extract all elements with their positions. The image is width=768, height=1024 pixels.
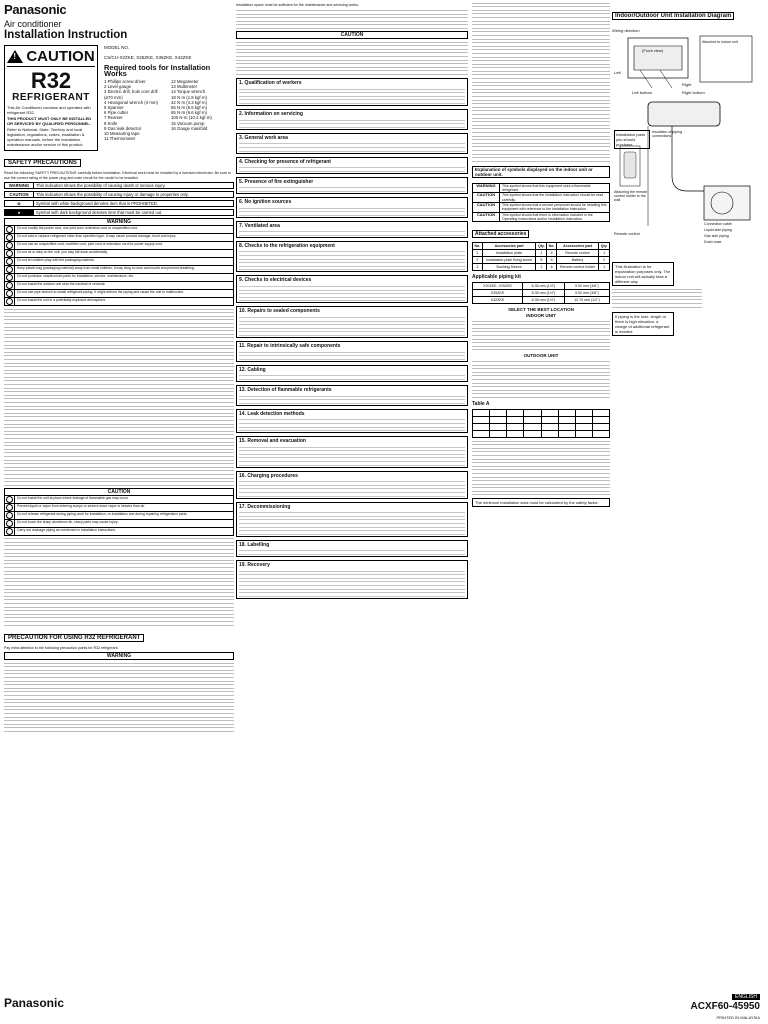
prohibited-icon bbox=[6, 512, 13, 519]
section-title: 8. Checks to the refrigeration equipment bbox=[239, 242, 335, 249]
warning-body-lines bbox=[4, 309, 234, 486]
electrical-check-box bbox=[236, 275, 468, 303]
decommissioning-box bbox=[236, 502, 468, 537]
detection-box bbox=[236, 385, 468, 406]
accessories-table bbox=[472, 242, 610, 271]
outdoor-unit-lines bbox=[472, 361, 610, 398]
printed-in: PRINTED IN MALAYSIA bbox=[716, 1015, 760, 1020]
warning-row: Do not sit or step on the unit, you may fall down accidentally. bbox=[4, 250, 234, 258]
refrigerant-label: REFRIGERANT bbox=[12, 92, 90, 103]
section-title: 3. General work area bbox=[239, 134, 288, 141]
leak-detection-box bbox=[236, 409, 468, 433]
caution-body-lines bbox=[4, 538, 234, 625]
model-row bbox=[104, 45, 234, 51]
tool-item: 100 N·m (10.2 kgf·m) bbox=[171, 115, 212, 121]
r32-precaution-sub: Pay extra attention to the following precaution points for R32 refrigerant. bbox=[4, 645, 119, 650]
section-title: 6. No ignition sources bbox=[239, 198, 292, 205]
caution-note-3: Refer to National, State, Territory and local legislation, regulations, codes, installation & operation manuals, before the installation, maintenance and/or service of this product. bbox=[7, 127, 85, 147]
tool-item: 9 Gas leak detector bbox=[104, 125, 142, 131]
prohibited-icon bbox=[6, 298, 13, 305]
section-title: 14. Leak detection methods bbox=[239, 410, 305, 417]
fire-extinguisher-box bbox=[236, 177, 468, 194]
accessories-title: Attached accessories bbox=[472, 230, 529, 238]
footer-brand: Panasonic bbox=[4, 996, 65, 1010]
warning-triangle-icon bbox=[7, 50, 23, 63]
column-4 bbox=[612, 0, 764, 1024]
prohibited-icon bbox=[6, 504, 13, 511]
section-title: 9. Checks to electrical devices bbox=[239, 277, 312, 284]
prohibited-icon bbox=[6, 250, 13, 257]
sym2-text: Symbol with dark background denotes item that must be carried out. bbox=[36, 210, 163, 215]
product-name: Air conditioner bbox=[4, 19, 62, 29]
caution-text: This indication shows the possibility of causing injury or damage to properties only. bbox=[36, 192, 189, 197]
warning-text: This indication shows the possibility of causing death or serious injury. bbox=[36, 183, 166, 188]
insulation-label: Insulation of piping connections bbox=[652, 130, 682, 138]
col2-top-lines bbox=[236, 10, 468, 29]
tool-item: 7 Reamer bbox=[104, 115, 123, 121]
intrinsically-safe-box bbox=[236, 341, 468, 362]
tools-list bbox=[104, 79, 234, 141]
section-title: 16. Charging procedures bbox=[239, 472, 298, 479]
warning-row: Do not modify the power cord, use joint cord, extension cord or unspecified cord. bbox=[4, 226, 234, 234]
section-title: 19. Recovery bbox=[239, 561, 270, 568]
section-title: 4. Checking for presence of refrigerant bbox=[239, 158, 331, 165]
tool-item: 18 N·m (1.8 kgf·m) bbox=[171, 94, 208, 100]
table-a-row bbox=[473, 416, 610, 423]
document-code: ACXF60-45950 bbox=[690, 1001, 760, 1012]
tool-item: 42 N·m (4.3 kgf·m) bbox=[171, 99, 208, 105]
piping-row: X20ZKE, X25ZKE 6.35 mm (1/4") 9.52 mm (3/8") bbox=[473, 283, 610, 290]
servicing-box bbox=[236, 109, 468, 130]
wiring-direction-label: Wiring direction bbox=[612, 28, 640, 33]
attached-note: Attached to indoor unit bbox=[702, 40, 738, 44]
tool-item: 3 Electric drill, hole core drill (ø70 mm) bbox=[104, 89, 158, 100]
column-1 bbox=[4, 0, 234, 1024]
section-title: 7. Ventilated area bbox=[239, 222, 280, 229]
prohibited-icon bbox=[6, 258, 13, 265]
warning-row: Do not let children play with the packaging material. bbox=[4, 258, 234, 266]
right-label: Right bbox=[682, 82, 692, 87]
remote-control-label: Remote control bbox=[614, 232, 640, 236]
purchase-parts-label: Installation parts you should purchase bbox=[614, 130, 650, 149]
table-a-row bbox=[473, 409, 610, 416]
section-title: 18. Labelling bbox=[239, 541, 270, 548]
warning-row: Keep plastic bag (packaging material) away from small children, it may cling to nose and mouth and prevent breathing. bbox=[4, 266, 234, 274]
col2-caution-lines bbox=[236, 42, 468, 75]
section-title: 10. Repairs to sealed components bbox=[239, 308, 320, 315]
header-row bbox=[4, 45, 234, 151]
table-a-row bbox=[473, 423, 610, 430]
charging-box bbox=[236, 471, 468, 499]
sealed-components-box bbox=[236, 306, 468, 338]
caution-row: Carry out drainage piping as mentioned in installation instructions. bbox=[4, 528, 234, 536]
tools-title: Required tools for Installation Works bbox=[104, 63, 211, 78]
caution-row: Prevent liquid or vapor from entering sumps or sewers since vapor is heavier than air. bbox=[4, 504, 234, 512]
refrigerant-check-box bbox=[236, 157, 468, 174]
warning-row: Do not use an unspecified cord, modified cord, joint cord or extension cord for power supply cord. bbox=[4, 242, 234, 250]
symbol-row: CAUTION This symbol shows that the Installation Instruction should be read carefully. bbox=[473, 193, 609, 203]
ignition-box bbox=[236, 197, 468, 218]
tool-item: 2 Level gauge bbox=[104, 84, 131, 90]
indoor-unit bbox=[648, 102, 720, 126]
table-a bbox=[472, 409, 610, 438]
tool-item: 11 Thermometer bbox=[104, 136, 136, 142]
prohibited-icon: ⊘ bbox=[5, 201, 34, 206]
tool-item: 14 Torque wrench bbox=[171, 89, 206, 95]
caution-note-2: THIS PRODUCT MUST ONLY BE INSTALLED OR SERVICED BY QUALIFIED PERSONNEL. bbox=[7, 116, 92, 126]
tool-item: 13 Multimeter bbox=[171, 84, 198, 90]
indoor-unit-title: INDOOR UNIT bbox=[526, 313, 556, 319]
prohibited-icon bbox=[6, 274, 13, 281]
table-a-row bbox=[473, 430, 610, 437]
r32-warning-head: WARNING bbox=[4, 652, 234, 660]
prohibited-icon bbox=[6, 234, 13, 241]
recovery-box bbox=[236, 560, 468, 599]
caution-row: Do not install the unit at place where leakage of flammable gas may occur. bbox=[4, 496, 234, 504]
prohibited-icon bbox=[6, 266, 13, 273]
prohibited-icon bbox=[6, 242, 13, 249]
accessories-row: 1 Installation plate 1 4 Remote control 1 bbox=[473, 250, 610, 257]
piping-kit-table bbox=[472, 282, 610, 304]
tool-item: 55 N·m (5.6 kgf·m) bbox=[171, 105, 208, 111]
warning-label: WARNING bbox=[5, 183, 34, 188]
evacuation-box bbox=[236, 436, 468, 468]
refrigeration-check-box bbox=[236, 241, 468, 273]
section-title: 2. Information on servicing bbox=[239, 110, 303, 117]
warning-row: Do not add or replace refrigerant other than specified type. It may cause product damage, burst and injury. bbox=[4, 234, 234, 242]
table-a-notes bbox=[472, 441, 610, 496]
model-numbers: CS/CU-X2ZKE, X25ZKE, X35ZKE, X42ZKE bbox=[104, 55, 192, 60]
mandatory-icon: ● bbox=[5, 210, 34, 215]
prohibited-icon bbox=[6, 528, 13, 535]
work-area-box bbox=[236, 133, 468, 154]
tool-item: 5 Spanner bbox=[104, 105, 124, 111]
piping-note: If piping is the max. length or there is high elevation, a charge of additional refrigerant is needed. bbox=[612, 312, 674, 336]
formula-note: The minimum installation area must be calculated by the safety factor. bbox=[472, 498, 610, 507]
installation-diagram bbox=[612, 26, 764, 256]
left-label: Left bbox=[614, 70, 621, 75]
table-a-title: Table A bbox=[472, 400, 490, 407]
caution-row: Do not touch the sharp aluminium fin, sharp parts may cause injury. bbox=[4, 520, 234, 528]
symbol-mandatory bbox=[4, 209, 234, 216]
symbol-row: CAUTION This symbol shows that a service personnel should be handling this equipment with reference to the Installation Instruction. bbox=[473, 203, 609, 213]
accessories-header-row: No. Accessories part Qty. No. Accessories part Qty. bbox=[473, 243, 610, 250]
piping-row: X42ZKE 6.35 mm (1/4") 12.70 mm (1/2") bbox=[473, 297, 610, 304]
column-3 bbox=[472, 0, 610, 1024]
warning-definition bbox=[4, 182, 234, 189]
col3-top-lines bbox=[472, 3, 610, 162]
connection-cable-label: Connection cable bbox=[704, 222, 732, 226]
tools-right bbox=[171, 79, 234, 141]
tools-left bbox=[104, 79, 167, 141]
remote-holder-label: Attaching the remote control holder to the wall bbox=[614, 190, 648, 202]
diagram-notes bbox=[612, 289, 702, 308]
caution-label: CAUTION bbox=[26, 48, 95, 65]
caution-banner bbox=[7, 48, 95, 67]
warning-row: Do not purchase unauthorized parts for installation, service, maintenance, etc. bbox=[4, 274, 234, 282]
diagram-title: Indoor/Outdoor Unit Installation Diagram bbox=[612, 12, 734, 20]
r32-body-lines bbox=[4, 663, 234, 732]
front-view-label: (Front view) bbox=[642, 48, 664, 53]
pipe-lines bbox=[640, 70, 672, 88]
tool-item: 65 N·m (6.6 kgf·m) bbox=[171, 110, 208, 116]
warning-row: Do not install the outdoor unit near the handrail of veranda. bbox=[4, 282, 234, 290]
safety-intro: Read the following 'SAFETY PRECAUTIONS' carefully before installation. Electrical work must be installed by a licensed electrician. Be sure to use the correct rating of the power plug and main circuit for the model to be installed. bbox=[4, 171, 232, 180]
ventilated-box bbox=[236, 221, 468, 238]
section-title: 12. Cabling bbox=[239, 366, 266, 373]
space-note: Installation space must be sufficient for the maintenance and servicing works. bbox=[236, 3, 359, 7]
gas-side-label: Gas side piping bbox=[704, 234, 729, 238]
section-title: 13. Detection of flammable refrigerants bbox=[239, 386, 332, 393]
model-area bbox=[104, 45, 234, 151]
piping-kit-title: Applicable piping kit bbox=[472, 274, 521, 281]
symbol-row: WARNING This symbol shows that this equipment uses a flammable refrigerant. bbox=[473, 184, 609, 194]
tool-item: 1 Phillips screw driver bbox=[104, 79, 146, 84]
r32-precaution-title: PRECAUTION FOR USING R32 REFRIGERANT bbox=[4, 634, 144, 642]
prohibited-icon bbox=[6, 226, 13, 233]
symbol-row: CAUTION This symbol shows that there is information included in the Operating Instructions and/or Installation Instruction. bbox=[473, 213, 609, 222]
indoor-unit-lines bbox=[472, 321, 610, 351]
qualification-box bbox=[236, 78, 468, 106]
r32-label: R32 bbox=[30, 68, 72, 93]
warning-section-head: WARNING bbox=[4, 218, 234, 226]
prohibited-icon bbox=[6, 290, 13, 297]
warning-row: Do not use pipe wrench to install refrigerant piping. It might deform the piping and cause the unit to malfunction. bbox=[4, 290, 234, 298]
safety-title: SAFETY PRECAUTIONS bbox=[4, 159, 81, 167]
caution-row: Do not release refrigerant during piping work for installation, re-installation and during repairing refrigeration parts. bbox=[4, 512, 234, 520]
drain-hose-label: Drain hose bbox=[704, 240, 722, 244]
prohibited-icon bbox=[6, 520, 13, 527]
symbols-explanation-title: Explanation of symbols displayed on the indoor unit or outdoor unit. bbox=[472, 166, 610, 178]
tool-item: 4 Hexagonal wrench (4 mm) bbox=[104, 99, 158, 105]
piping-row: X35ZKE 6.35 mm (1/4") 9.52 mm (3/8") bbox=[473, 290, 610, 297]
tool-item: 16 Gauge manifold bbox=[171, 125, 208, 131]
language-badge: ENGLISH bbox=[732, 994, 760, 1000]
col2-caution-head: CAUTION bbox=[236, 31, 468, 39]
tool-item: 15 Vacuum pump bbox=[171, 120, 205, 126]
column-2 bbox=[236, 0, 468, 1024]
prohibited-icon bbox=[6, 282, 13, 289]
tool-item: 6 Pipe cutter bbox=[104, 110, 129, 116]
caution-section-head: CAUTION bbox=[4, 488, 234, 496]
symbols-table bbox=[472, 183, 610, 222]
left-bottom-label: Left bottom bbox=[632, 90, 653, 95]
section-title: 11. Repair to intrinsically safe components bbox=[239, 342, 341, 349]
cabling-box bbox=[236, 365, 468, 382]
section-title: 15. Removal and evacuation bbox=[239, 438, 306, 445]
section-title: 5. Presence of fire extinguisher bbox=[239, 178, 314, 185]
accessories-row: 2 Installation plate fixing screw 5 5 Battery 2 bbox=[473, 257, 610, 264]
tool-item: 8 Knife bbox=[104, 120, 118, 126]
outdoor-unit-title: OUTDOOR UNIT bbox=[523, 353, 559, 359]
warning-row: Do not install the unit in a potentially explosive atmosphere. bbox=[4, 298, 234, 306]
liquid-side-label: Liquid side piping bbox=[704, 228, 732, 232]
tool-item: 12 Megameter bbox=[171, 79, 199, 84]
section-title: 17. Decommissioning bbox=[239, 503, 291, 510]
accessories-row: 3 Bushing-Sleeve 1 6 Remote control holder 1 bbox=[473, 264, 610, 271]
caution-box bbox=[4, 45, 98, 151]
section-title: 1. Qualification of workers bbox=[239, 80, 302, 86]
caution-definition bbox=[4, 191, 234, 198]
tool-item: 10 Measuring tape bbox=[104, 131, 140, 137]
prohibited-icon bbox=[6, 496, 13, 503]
sym1-text: Symbol with white background denotes item that is PROHIBITED. bbox=[36, 201, 158, 206]
brand-logo: Panasonic bbox=[4, 2, 67, 17]
symbol-prohibited bbox=[4, 200, 234, 207]
caution-rows bbox=[4, 496, 234, 536]
model-label: MODEL NO. bbox=[104, 45, 130, 50]
remote-control-icon bbox=[624, 152, 636, 178]
document-title: Installation Instruction bbox=[4, 29, 128, 41]
select-location-title: SELECT THE BEST LOCATION bbox=[508, 307, 574, 313]
warning-rows bbox=[4, 226, 234, 306]
caution-label: CAUTION bbox=[5, 192, 34, 197]
illustration-note: This illustration is for explanation purposes only. The indoor unit will actually face a different way. bbox=[612, 262, 674, 286]
right-bottom-label: Right bottom bbox=[682, 90, 705, 95]
caution-note-1: This Air Conditioner contains and operates with refrigerant R32. bbox=[7, 105, 91, 115]
labelling-box bbox=[236, 540, 468, 557]
